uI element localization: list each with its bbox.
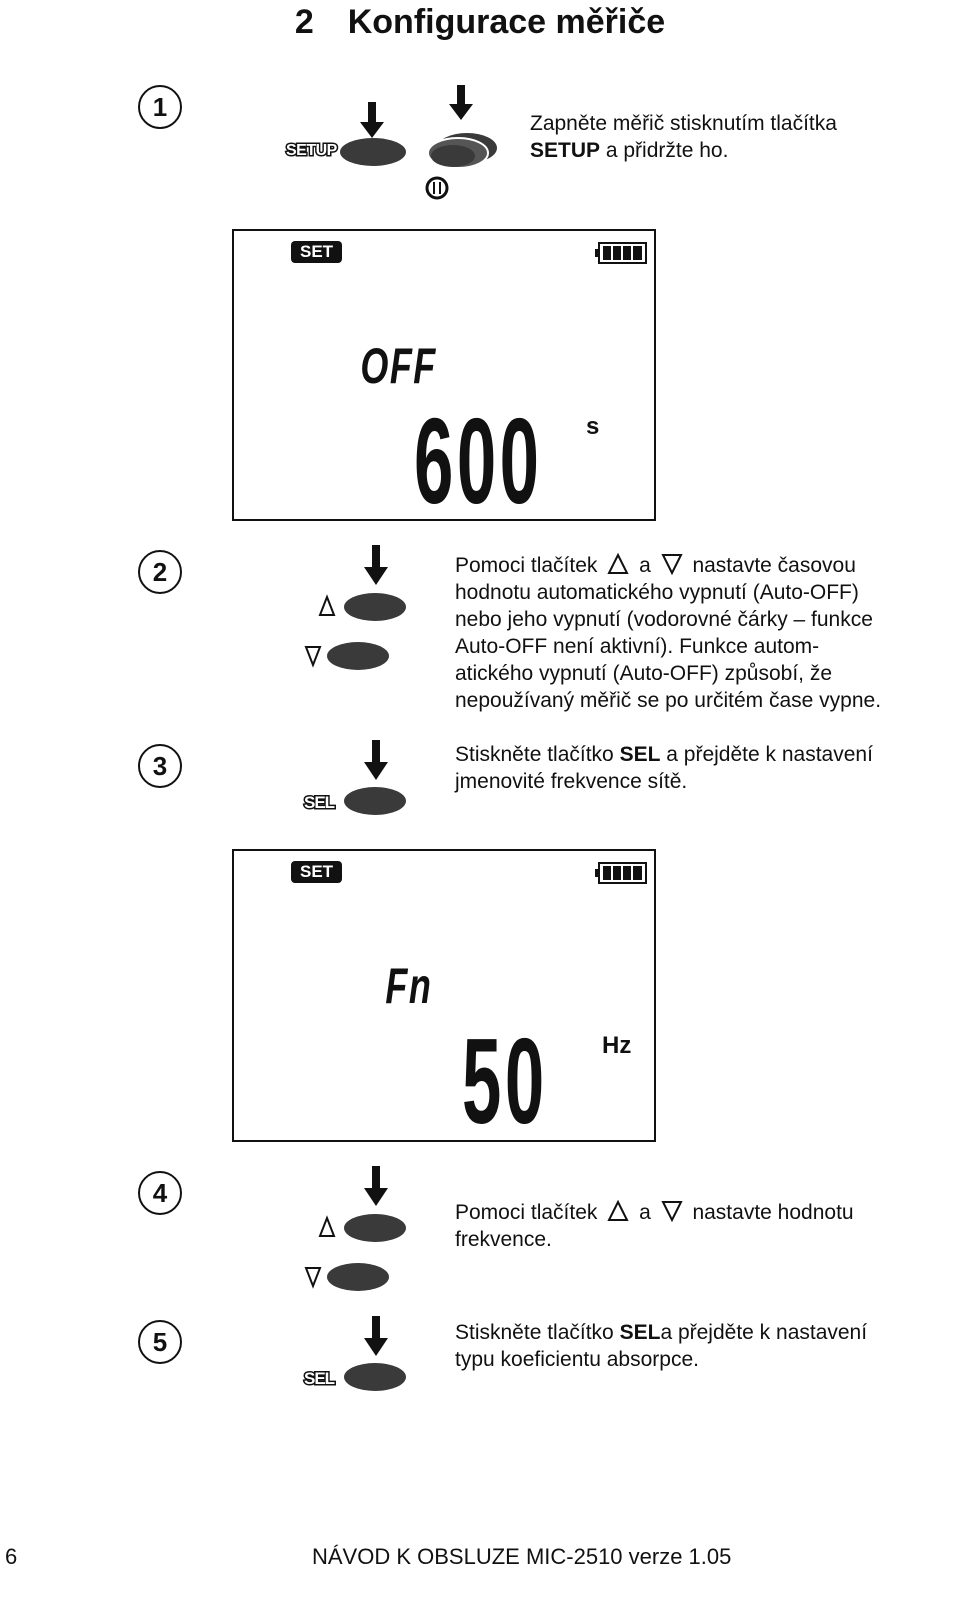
setup-button-label: SETUP bbox=[286, 142, 337, 159]
lcd-label-off bbox=[359, 337, 437, 395]
set-badge: SET bbox=[291, 861, 342, 883]
step-4-marker: 4 bbox=[138, 1171, 182, 1215]
lcd-label-fn bbox=[384, 957, 444, 1015]
step-2-text: Pomoci tlačítek a nastavte časovou hodnotu automatického vypnutí (Auto-OFF) nebo jeho vypnutí (vodorovné čárky – funkce Auto-OFF není aktivní). Funkce autom- atického vypnutí (Auto-OFF) způsobí, že nepoužívaný měřič se po určitém čase vypne. bbox=[455, 554, 882, 712]
section-title: Konfigurace měřiče bbox=[347, 3, 666, 41]
down-arrow-icon bbox=[661, 553, 683, 575]
page-number: 6 bbox=[5, 1544, 18, 1569]
lcd-display-auto-off bbox=[232, 229, 656, 530]
lcd-value-50 bbox=[462, 1014, 562, 1150]
up-down-buttons-icon bbox=[300, 1166, 415, 1296]
section-number: 2 bbox=[294, 3, 314, 41]
battery-icon bbox=[594, 241, 648, 265]
up-arrow-icon bbox=[607, 1200, 629, 1222]
sel-button-icon bbox=[300, 740, 415, 820]
lcd-value-600 bbox=[414, 394, 564, 530]
setup-and-power-buttons-icon bbox=[280, 80, 510, 205]
svg-text:600: 600 bbox=[414, 394, 543, 530]
svg-text:50: 50 bbox=[462, 1014, 548, 1150]
step-3-marker: 3 bbox=[138, 744, 182, 788]
step-3-text: Stiskněte tlačítko SEL a přejděte k nastavení jmenovité frekvence sítě. bbox=[455, 743, 873, 793]
footer-text: NÁVOD K OBSLUZE MIC-2510 verze 1.05 bbox=[312, 1544, 732, 1569]
set-badge: SET bbox=[291, 241, 342, 263]
battery-icon bbox=[594, 861, 648, 885]
down-arrow-icon bbox=[661, 1200, 683, 1222]
step-5-marker: 5 bbox=[138, 1320, 182, 1364]
sel-button-icon bbox=[300, 1316, 415, 1396]
sel-button-label: SEL bbox=[304, 1369, 335, 1388]
step-1-marker: 1 bbox=[138, 85, 182, 129]
step-2-marker: 2 bbox=[138, 550, 182, 594]
sel-button-label: SEL bbox=[304, 793, 335, 812]
lcd-unit-seconds: s bbox=[586, 413, 600, 440]
svg-text:Fn: Fn bbox=[385, 959, 433, 1015]
up-down-buttons-icon bbox=[300, 545, 415, 675]
step-4-text: Pomoci tlačítek a nastavte hodnotu frekvence. bbox=[455, 1201, 854, 1251]
step-5-text: Stiskněte tlačítko SELa přejděte k nastavení typu koeficientu absorpce. bbox=[455, 1321, 868, 1371]
lcd-display-frequency bbox=[232, 849, 656, 1150]
up-arrow-icon bbox=[607, 553, 629, 575]
page-title bbox=[0, 2, 960, 42]
step-1-text: Zapněte měřič stisknutím tlačítka SETUP a přidržte ho. bbox=[530, 112, 837, 162]
lcd-unit-hertz: Hz bbox=[602, 1032, 632, 1059]
svg-text:OFF: OFF bbox=[360, 339, 437, 395]
